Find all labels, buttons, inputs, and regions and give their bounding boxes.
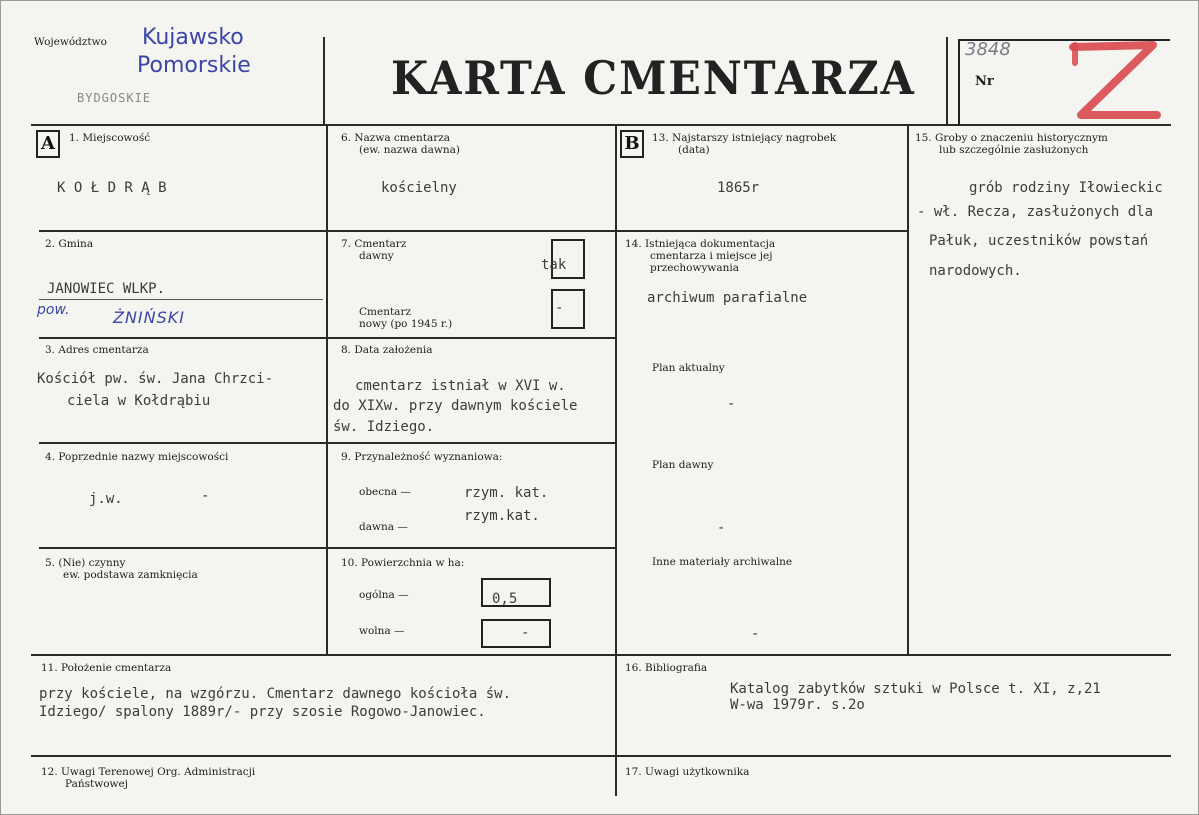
f11-line1: przy kościele, na wzgórzu. Cmentarz dawnego kościoła św. (39, 686, 512, 702)
f6-value: kościelny (381, 180, 457, 196)
archive-number: 3848 (965, 39, 1011, 60)
f15-label: 15. Groby o znaczeniu historycznym (915, 132, 1108, 144)
f14-plan-old-value: - (717, 520, 726, 536)
f10-free-label: wolna — (359, 625, 405, 637)
col-divider-2 (615, 124, 617, 796)
f7-new-value: - (555, 300, 564, 316)
f7-new-sublabel: nowy (po 1945 r.) (359, 318, 453, 330)
f14-plan-old-label: Plan dawny (652, 459, 714, 471)
f8-line1: cmentarz istniał w XVI w. (355, 378, 566, 394)
voivodeship-label: Województwo (34, 36, 107, 48)
f7-old-sublabel: dawny (359, 250, 394, 262)
f9-former-value: rzym.kat. (464, 508, 540, 524)
f8-line2: do XIXw. przy dawnym kościele (333, 398, 578, 414)
col-divider-1 (326, 124, 328, 654)
f14-sublabel2: przechowywania (650, 262, 739, 274)
section-b-marker: B (620, 130, 644, 158)
f14-value: archiwum parafialne (647, 290, 808, 306)
f10-total-value: 0,5 (492, 591, 518, 607)
f2-pow-value: ŻNIŃSKI (113, 308, 185, 327)
f10-free-value: - (521, 625, 530, 641)
f9-current-label: obecna — (359, 486, 411, 498)
z-mark-icon (1061, 39, 1165, 125)
f2-pow-label: pow. (37, 302, 70, 318)
f7-old-label: 7. Cmentarz (341, 238, 407, 250)
f6-label: 6. Nazwa cmentarza (341, 132, 451, 144)
f13-value: 1865r (717, 180, 760, 196)
f15-line2: - wł. Recza, zasłużonych dla (917, 204, 1154, 220)
f3-line2: ciela w Kołdrąbiu (67, 393, 211, 409)
f16-label: 16. Bibliografia (625, 662, 708, 674)
f12-label: 12. Uwagi Terenowej Org. Administracji (41, 766, 256, 778)
voivodeship-stamp-line1: Kujawsko (142, 25, 244, 50)
f7-new-label: Cmentarz (359, 306, 411, 318)
f11-line2: Idziego/ spalony 1889r/- przy szosie Rogowo-Janowiec. (39, 704, 486, 720)
f5-sublabel: ew. podstawa zamknięcia (63, 569, 198, 581)
f14-plan-current-label: Plan aktualny (652, 362, 725, 374)
f17-label: 17. Uwagi użytkownika (625, 766, 750, 778)
f14-sublabel1: cmentarza i miejsce jej (650, 250, 773, 262)
f14-plan-current-value: - (727, 396, 736, 412)
f13-label: 13. Najstarszy istniejący nagrobek (652, 132, 837, 144)
f14-label: 14. Istniejąca dokumentacja (625, 238, 776, 250)
f9-former-label: dawna — (359, 521, 408, 533)
row-divider-main (31, 654, 1171, 656)
f7-old-value: tak (541, 257, 567, 273)
f4-value: j.w. (89, 491, 123, 507)
f8-label: 8. Data założenia (341, 344, 433, 356)
f15-line4: narodowych. (929, 263, 1022, 279)
f14-other-label: Inne materiały archiwalne (652, 556, 793, 568)
f1-label: 1. Miejscowość (69, 132, 151, 144)
f15-line3: Pałuk, uczestników powstań (929, 233, 1149, 249)
row-divider-b1 (617, 230, 907, 232)
row-divider-a4 (39, 547, 615, 549)
row-divider-bottom (31, 755, 1171, 757)
f16-line1: Katalog zabytków sztuki w Polsce t. XI, z,21 (730, 681, 1101, 697)
section-a-marker: A (36, 130, 60, 158)
f9-label: 9. Przynależność wyznaniowa: (341, 451, 503, 463)
row-divider-a2 (39, 337, 615, 339)
f3-line1: Kościół pw. św. Jana Chrzci- (37, 371, 274, 387)
f12-sublabel: Państwowej (65, 778, 128, 790)
f5-label: 5. (Nie) czynny (45, 557, 126, 569)
f2-value: JANOWIEC WLKP. (47, 281, 166, 297)
row-divider-a3 (39, 442, 615, 444)
f13-sublabel: (data) (678, 144, 710, 156)
f14-other-value: - (751, 626, 760, 642)
f10-free-box (481, 619, 551, 648)
f15-line1: grób rodziny Iłowieckic (969, 180, 1163, 196)
f16-line2: W-wa 1979r. s.2o (730, 697, 865, 713)
f8-line3: św. Idziego. (333, 419, 435, 435)
old-voivodeship: BYDGOSKIE (77, 91, 152, 105)
f1-value: K O Ł D R Ą B (57, 180, 167, 196)
f2-label: 2. Gmina (45, 238, 94, 250)
f6-sublabel: (ew. nazwa dawna) (359, 144, 460, 156)
f4-dash: - (201, 488, 210, 504)
row-divider-a1 (39, 230, 615, 232)
f10-total-label: ogólna — (359, 589, 409, 601)
voivodeship-stamp-line2: Pomorskie (137, 53, 251, 78)
nr-label: Nr (975, 74, 994, 89)
f4-label: 4. Poprzednie nazwy miejscowości (45, 451, 229, 463)
header-left-divider (323, 37, 325, 124)
f15-sublabel: lub szczególnie zasłużonych (939, 144, 1089, 156)
col-divider-3 (907, 124, 909, 654)
header-right-divider (946, 37, 948, 124)
f9-current-value: rzym. kat. (464, 485, 549, 501)
f3-label: 3. Adres cmentarza (45, 344, 149, 356)
f10-label: 10. Powierzchnia w ha: (341, 557, 465, 569)
f11-label: 11. Położenie cmentarza (41, 662, 172, 674)
page-title: KARTA CMENTARZA (391, 51, 916, 105)
